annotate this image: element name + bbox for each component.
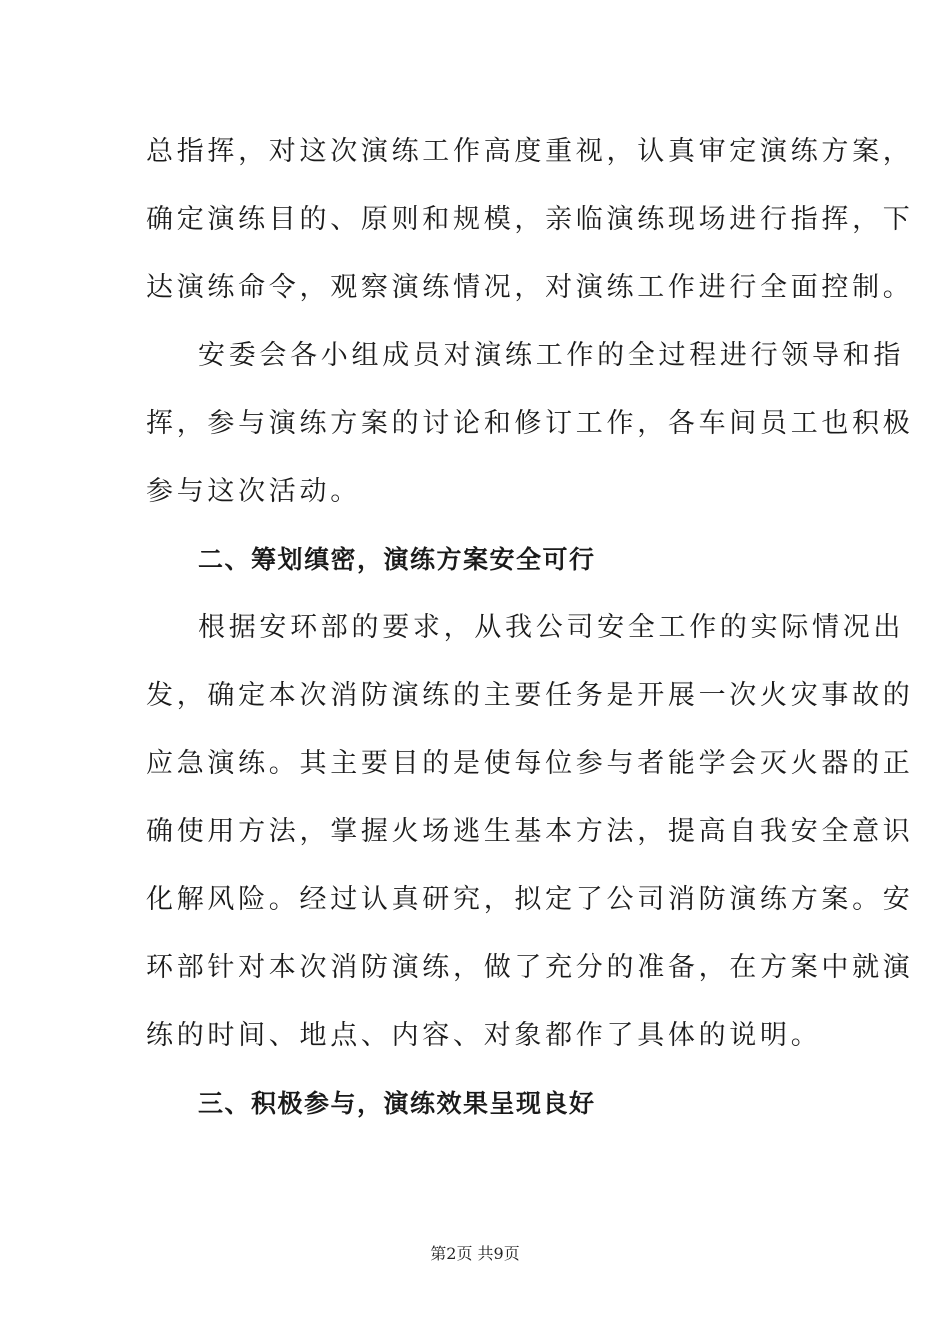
paragraph-line: 练的时间、地点、内容、对象都作了具体的说明。 <box>146 1020 822 1051</box>
document-body <box>146 122 914 1142</box>
paragraph-line: 确使用方法，掌握火场逃生基本方法，提高自我安全意识 <box>146 816 914 847</box>
paragraph-line: 环部针对本次消防演练，做了充分的准备，在方案中就演 <box>146 952 914 983</box>
paragraph-line: 总指挥，对这次演练工作高度重视，认真审定演练方案， <box>146 136 914 167</box>
section-heading: 三、积极参与，演练效果呈现良好 <box>198 1089 596 1118</box>
paragraph-line: 根据安环部的要求，从我公司安全工作的实际情况出 <box>198 612 905 643</box>
page-footer: 第2页 共9页 <box>430 1244 520 1263</box>
paragraph-line: 参与这次活动。 <box>146 476 361 507</box>
paragraph-line: 挥，参与演练方案的讨论和修订工作，各车间员工也积极 <box>146 408 914 439</box>
section-heading: 二、筹划缜密，演练方案安全可行 <box>198 545 596 574</box>
paragraph-line: 应急演练。其主要目的是使每位参与者能学会灭火器的正 <box>146 748 914 779</box>
paragraph-line: 达演练命令，观察演练情况，对演练工作进行全面控制。 <box>146 272 914 303</box>
paragraph-line: 确定演练目的、原则和规模，亲临演练现场进行指挥，下 <box>146 204 914 235</box>
paragraph-line: 发，确定本次消防演练的主要任务是开展一次火灾事故的 <box>146 680 914 711</box>
paragraph-line: 化解风险。经过认真研究，拟定了公司消防演练方案。安 <box>146 884 914 915</box>
paragraph-line: 安委会各小组成员对演练工作的全过程进行领导和指 <box>198 340 905 371</box>
